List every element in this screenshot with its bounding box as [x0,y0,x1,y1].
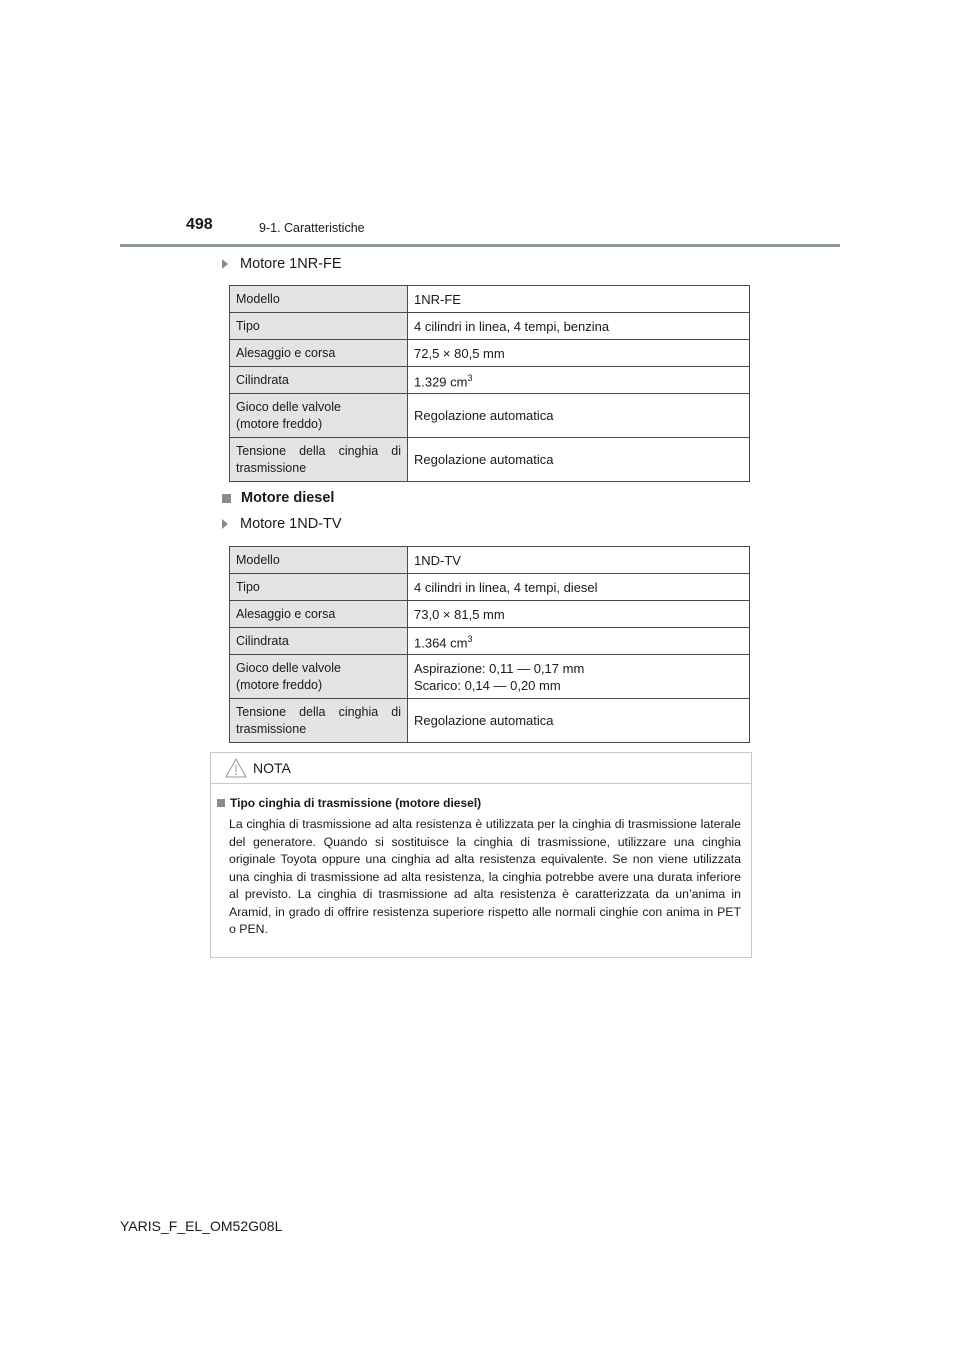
diesel-engine-heading-text: Motore 1ND-TV [240,516,342,532]
note-subtitle [217,796,481,810]
spec-label: Alesaggio e corsa [230,601,408,628]
table-row [230,286,750,313]
spec-value: 1NR-FE [408,286,750,313]
petrol-engine-heading [222,256,342,272]
spec-label [230,655,408,699]
spec-label: Tipo [230,574,408,601]
diesel-spec-table [229,546,750,743]
table-row [230,601,750,628]
unit-exponent: 3 [467,372,473,383]
spec-value: Regolazione automatica [408,438,750,482]
table-row [230,655,750,699]
diesel-engine-heading [222,516,342,532]
note-box [210,752,752,958]
spec-label-line: Gioco delle valvole [236,399,341,414]
displacement-value: 1.329 cm [414,374,468,390]
header-divider [120,244,840,247]
table-row [230,438,750,482]
note-header [211,753,751,784]
spec-label-line: (motore freddo) [236,416,323,431]
displacement-value: 1.364 cm [414,635,468,651]
valve-clearance-exhaust: Scarico: 0,14 — 0,20 mm [414,677,561,693]
page-number: 498 [186,216,213,233]
square-bullet-icon [217,799,225,807]
note-title: NOTA [253,760,291,776]
spec-value: 72,5 × 80,5 mm [408,340,750,367]
spec-value: Regolazione automatica [408,699,750,743]
triangle-right-icon [222,519,228,529]
triangle-right-icon [222,259,228,269]
diesel-section-heading-text: Motore diesel [241,490,335,506]
spec-label [230,394,408,438]
valve-clearance-intake: Aspirazione: 0,11 — 0,17 mm [414,660,585,676]
spec-label [230,438,408,482]
table-row [230,699,750,743]
note-subtitle-text: Tipo cinghia di trasmissione (motore diesel) [230,796,482,810]
table-row [230,367,750,394]
square-bullet-icon [222,494,231,503]
petrol-spec-table [229,285,750,482]
table-row [230,547,750,574]
spec-label-line: Gioco delle valvole [236,660,341,675]
petrol-engine-heading-text: Motore 1NR-FE [240,256,342,272]
document-code: YARIS_F_EL_OM52G08L [120,1218,283,1234]
spec-label-line: (motore freddo) [236,677,323,692]
unit-exponent: 3 [467,633,473,644]
spec-value: Regolazione automatica [408,394,750,438]
spec-value: 4 cilindri in linea, 4 tempi, benzina [408,313,750,340]
spec-label [230,699,408,743]
spec-label: Modello [230,286,408,313]
spec-value: 4 cilindri in linea, 4 tempi, diesel [408,574,750,601]
table-row [230,394,750,438]
spec-label: Cilindrata [230,628,408,655]
table-row [230,628,750,655]
table-row [230,574,750,601]
spec-label: Alesaggio e corsa [230,340,408,367]
note-body: La cinghia di trasmissione ad alta resistenza è utilizzata per la cinghia di trasmissione laterale del generatore. Quando si sostituisce la cinghia di trasmissione, utilizzare una cinghia originale Toyota oppure una cinghia ad alta resistenza equivalente. Se non viene utilizzata una cinghia di trasmissione ad alta resistenza, la cinghia potrebbe avere una durata inferiore al previsto. La cinghia di trasmissione ad alta resistenza è caratterizzata da un’anima in Aramid, in grado di offrire resistenza superiore rispetto alle normali cinghie con anima in PET o PEN. [229,817,741,936]
spec-label-line: Tensione della cinghia di [236,704,401,719]
spec-value [408,628,750,655]
spec-label-line: trasmissione [236,460,307,475]
spec-label: Tipo [230,313,408,340]
warning-triangle-icon [225,758,247,778]
spec-label: Cilindrata [230,367,408,394]
spec-value [408,655,750,699]
spec-label: Modello [230,547,408,574]
spec-value [408,367,750,394]
table-row [230,313,750,340]
spec-value: 73,0 × 81,5 mm [408,601,750,628]
table-row [230,340,750,367]
spec-label-line: trasmissione [236,721,307,736]
spec-label-line: Tensione della cinghia di [236,443,401,458]
diesel-section-heading [222,490,334,506]
spec-value: 1ND-TV [408,547,750,574]
section-header: 9-1. Caratteristiche [259,221,365,235]
